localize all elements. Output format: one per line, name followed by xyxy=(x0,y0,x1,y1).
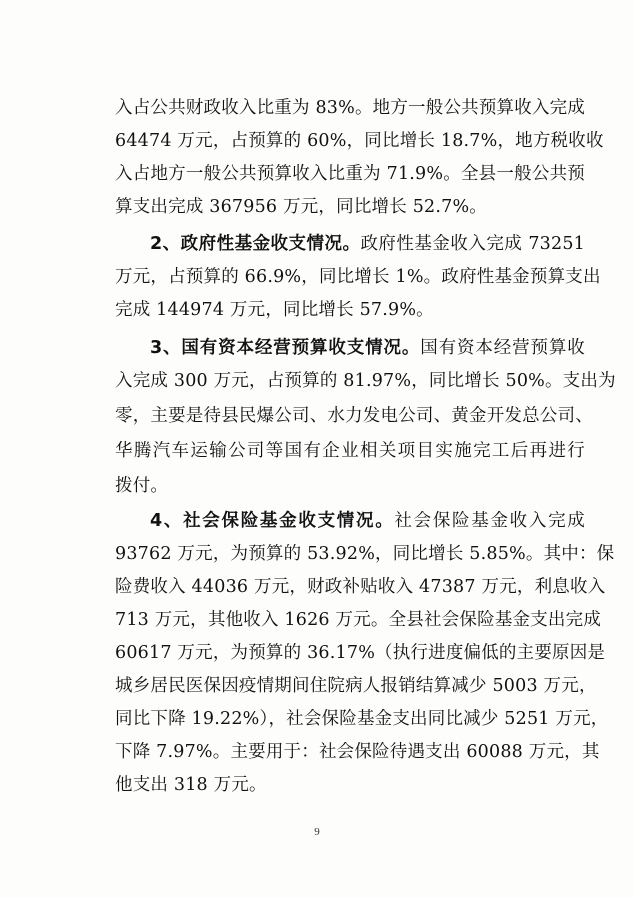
p3-line-2: 入完成 300 万元，占预算的 81.97%，同比增长 50%。支出为 xyxy=(115,371,616,391)
p1-line-4: 算支出完成 367956 万元，同比增长 52.7%。 xyxy=(115,197,487,217)
p3-line-4: 华腾汽车运输公司等国有企业相关项目实施完工后再进行 xyxy=(115,441,585,461)
p4-line-7: 同比下降 19.22%），社会保险基金支出同比减少 5251 万元， xyxy=(115,709,609,729)
p1-line-2: 64474 万元，占预算的 60%，同比增长 18.7%，地方税收收 xyxy=(115,131,604,151)
p1-line-3: 入占地方一般公共预算收入比重为 71.9%。全县一般公共预 xyxy=(115,164,585,184)
p4-first-line xyxy=(150,509,585,533)
p2-line-3: 完成 144974 万元，同比增长 57.9%。 xyxy=(115,300,434,320)
p3-first-line xyxy=(150,336,585,360)
p2-first-rest: 政府性基金收入完成 73251 xyxy=(360,234,585,254)
p3-heading: 3、国有资本经营预算收支情况。 xyxy=(150,338,421,358)
p4-line-9: 他支出 318 万元。 xyxy=(115,775,267,795)
page-number: 9 xyxy=(314,826,320,838)
p3-first-rest: 国有资本经营预算收 xyxy=(420,338,585,358)
p1-line-1: 入占公共财政收入比重为 83%。地方一般公共预算收入完成 xyxy=(115,98,586,118)
p4-line-2: 93762 万元，为预算的 53.92%，同比增长 5.85%。其中：保 xyxy=(115,544,615,564)
p3-line-3: 零，主要是待县民爆公司、水力发电公司、黄金开发总公司、 xyxy=(115,406,593,426)
p2-heading: 2、政府性基金收支情况。 xyxy=(150,234,361,254)
p4-line-4: 713 万元，其他收入 1626 万元。全县社会保险基金支出完成 xyxy=(115,610,602,630)
p2-first-line xyxy=(150,232,585,256)
p2-line-2: 万元，占预算的 66.9%，同比增长 1%。政府性基金预算支出 xyxy=(115,267,601,287)
p4-first-rest: 社会保险基金收入完成 xyxy=(394,511,585,531)
p4-line-3: 险费收入 44036 万元，财政补贴收入 47387 万元，利息收入 xyxy=(115,577,606,597)
p4-line-5: 60617 万元，为预算的 36.17%（执行进度偏低的主要原因是 xyxy=(115,643,606,663)
p4-line-6: 城乡居民医保因疫情期间住院病人报销结算减少 5003 万元， xyxy=(115,676,597,696)
p4-line-8: 下降 7.97%。主要用于：社会保险待遇支出 60088 万元，其 xyxy=(115,742,600,762)
p3-line-5: 拨付。 xyxy=(115,476,169,496)
p4-heading: 4、社会保险基金收支情况。 xyxy=(150,511,395,531)
